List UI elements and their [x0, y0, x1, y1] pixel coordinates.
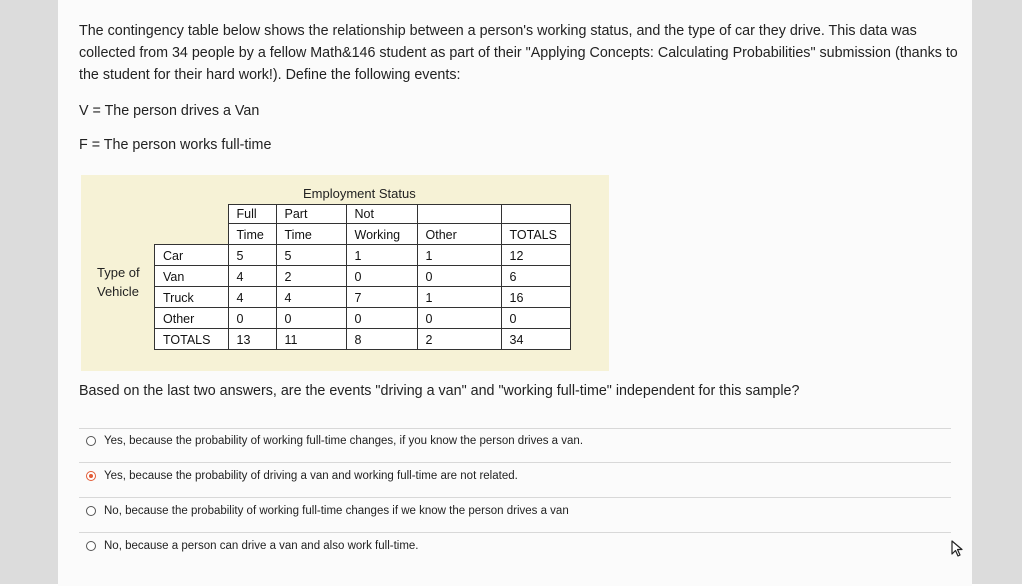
table-cell: 1 [346, 245, 417, 266]
table-cell: 0 [417, 266, 501, 287]
option-label: No, because the probability of working full-time changes if we know the person drives a van [104, 505, 569, 517]
divider [79, 462, 951, 463]
row-group-label-1: Type of [97, 265, 140, 280]
table-row [155, 245, 571, 266]
table-cell: 2 [417, 329, 501, 350]
definition-v: V = The person drives a Van [79, 103, 260, 119]
header-cell: Working [346, 224, 417, 245]
option-4[interactable] [86, 540, 419, 552]
option-label: Yes, because the probability of working full-time changes, if you know the person drives a van. [104, 435, 584, 447]
intro-text: The contingency table below shows the relationship between a person's working status, and the type of car they drive. This data was collected from 34 people by a fellow Math&146 student as part of their "Applying Concepts: Calculating Probabilities" submission (thanks to the student for their hard work!). Define the following events: [79, 23, 958, 83]
table-cell: 6 [501, 266, 570, 287]
radio-button[interactable] [86, 506, 96, 516]
table-cell: 0 [276, 308, 346, 329]
totals-row [155, 329, 571, 350]
table-cell: 0 [346, 266, 417, 287]
question-text: Based on the last two answers, are the events "driving a van" and "working full-time" independent for this sample? [79, 383, 800, 399]
divider [79, 532, 951, 533]
table-cell: 11 [276, 329, 346, 350]
contingency-table [154, 204, 571, 350]
header-cell: Not [346, 205, 417, 224]
radio-button-selected[interactable] [86, 471, 96, 481]
table-cell: 4 [228, 287, 276, 308]
header-cell: TOTALS [501, 224, 570, 245]
header-row-2 [155, 224, 571, 245]
row-group-label-2: Vehicle [97, 284, 139, 299]
table-cell: 5 [276, 245, 346, 266]
table-cell: 0 [228, 308, 276, 329]
table-cell: 8 [346, 329, 417, 350]
table-row [155, 308, 571, 329]
header-row-1 [155, 205, 571, 224]
radio-button[interactable] [86, 436, 96, 446]
table-cell: 0 [417, 308, 501, 329]
table-cell: 1 [417, 245, 501, 266]
row-header: Truck [155, 287, 229, 308]
header-cell [417, 205, 501, 224]
divider [79, 428, 951, 429]
table-row [155, 287, 571, 308]
table-cell: 34 [501, 329, 570, 350]
option-3[interactable] [86, 505, 569, 517]
table-cell: 0 [346, 308, 417, 329]
header-cell: Part [276, 205, 346, 224]
table-cell: 13 [228, 329, 276, 350]
header-cell: Time [228, 224, 276, 245]
row-header: Other [155, 308, 229, 329]
header-cell: Other [417, 224, 501, 245]
radio-button[interactable] [86, 541, 96, 551]
option-label: Yes, because the probability of driving a van and working full-time are not related. [104, 470, 518, 482]
row-header: TOTALS [155, 329, 229, 350]
table-cell: 12 [501, 245, 570, 266]
table-row [155, 266, 571, 287]
table-cell: 4 [276, 287, 346, 308]
option-1[interactable] [86, 435, 583, 447]
divider [79, 497, 951, 498]
table-cell: 1 [417, 287, 501, 308]
header-cell: Time [276, 224, 346, 245]
row-header: Van [155, 266, 229, 287]
row-header: Car [155, 245, 229, 266]
table-cell: 4 [228, 266, 276, 287]
definition-f: F = The person works full-time [79, 137, 272, 153]
table-cell: 16 [501, 287, 570, 308]
table-title: Employment Status [303, 186, 416, 201]
header-cell [501, 205, 570, 224]
header-cell: Full [228, 205, 276, 224]
table-cell: 2 [276, 266, 346, 287]
option-2[interactable] [86, 470, 518, 482]
table-cell: 0 [501, 308, 570, 329]
table-cell: 7 [346, 287, 417, 308]
option-label: No, because a person can drive a van and also work full-time. [104, 540, 419, 552]
table-cell: 5 [228, 245, 276, 266]
mouse-pointer-icon [951, 540, 965, 558]
